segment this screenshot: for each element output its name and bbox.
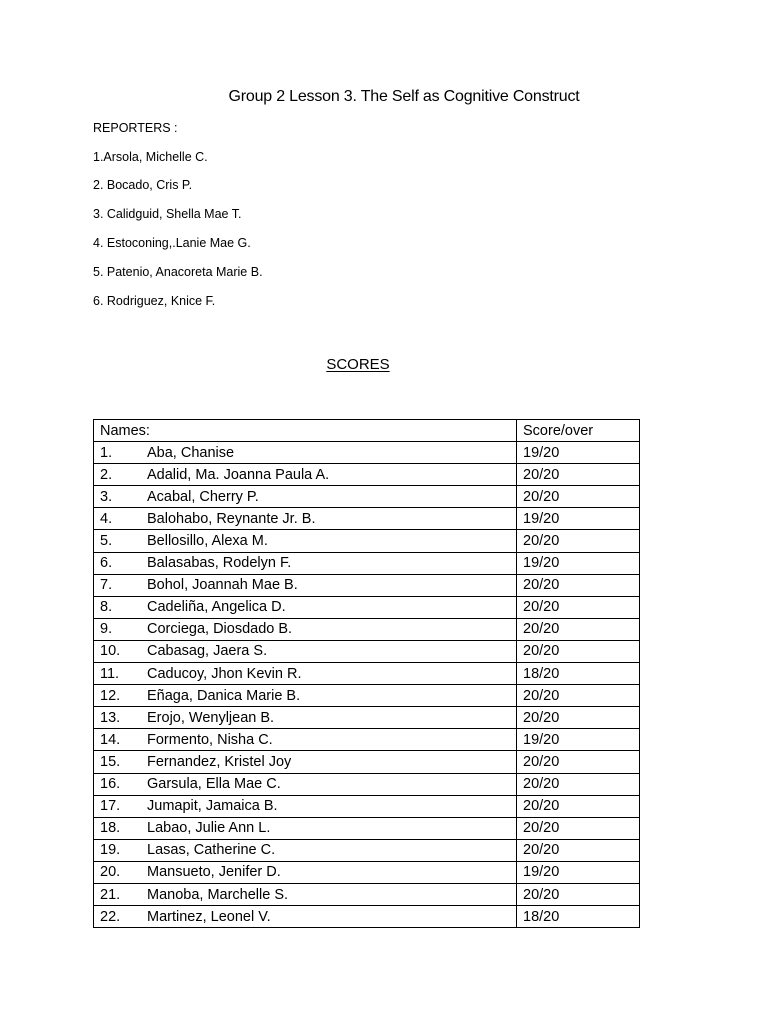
- student-cell: [94, 751, 517, 773]
- score-cell: 20/20: [517, 530, 640, 552]
- score-cell: 20/20: [517, 795, 640, 817]
- score-cell: 20/20: [517, 817, 640, 839]
- table-row: [94, 508, 640, 530]
- student-cell: [94, 618, 517, 640]
- score-cell: 20/20: [517, 640, 640, 662]
- row-number: 14.: [100, 731, 121, 748]
- student-name: Balasabas, Rodelyn F.: [147, 555, 292, 572]
- row-number: 3.: [100, 488, 113, 505]
- table-row: [94, 442, 640, 464]
- row-number: 11.: [100, 665, 120, 682]
- row-number: 20.: [100, 864, 121, 881]
- row-number: 19.: [100, 842, 121, 859]
- row-number: 18.: [100, 820, 121, 837]
- student-name: Mansueto, Jenifer D.: [147, 864, 281, 881]
- student-cell: [94, 795, 517, 817]
- student-name: Martinez, Leonel V.: [147, 908, 271, 925]
- score-cell: 19/20: [517, 729, 640, 751]
- table-header-row: [94, 420, 640, 442]
- row-number: 16.: [100, 776, 121, 793]
- student-cell: [94, 552, 517, 574]
- student-cell: [94, 663, 517, 685]
- reporter-item: 4. Estoconing,.Lanie Mae G.: [93, 236, 251, 250]
- student-name: Adalid, Ma. Joanna Paula A.: [147, 466, 330, 483]
- reporter-item: 2. Bocado, Cris P.: [93, 178, 193, 192]
- table-row: [94, 552, 640, 574]
- table-row: [94, 773, 640, 795]
- student-name: Balohabo, Reynante Jr. B.: [147, 510, 316, 527]
- table-row: [94, 618, 640, 640]
- student-name: Manoba, Marchelle S.: [147, 886, 289, 903]
- score-cell: 20/20: [517, 883, 640, 905]
- row-number: 5.: [100, 533, 113, 550]
- student-cell: [94, 486, 517, 508]
- table-row: [94, 707, 640, 729]
- student-cell: [94, 906, 517, 928]
- score-cell: 20/20: [517, 486, 640, 508]
- student-name: Bohol, Joannah Mae B.: [147, 577, 298, 594]
- row-number: 13.: [100, 709, 121, 726]
- table-row: [94, 817, 640, 839]
- table-row: [94, 596, 640, 618]
- student-cell: [94, 707, 517, 729]
- student-cell: [94, 883, 517, 905]
- names-header: Names:: [94, 420, 517, 442]
- student-cell: [94, 839, 517, 861]
- table-row: [94, 530, 640, 552]
- score-cell: 20/20: [517, 707, 640, 729]
- row-number: 4.: [100, 510, 113, 527]
- score-cell: 20/20: [517, 596, 640, 618]
- student-name: Fernandez, Kristel Joy: [147, 753, 292, 770]
- table-row: [94, 751, 640, 773]
- student-cell: [94, 464, 517, 486]
- row-number: 1.: [100, 444, 113, 461]
- row-number: 17.: [100, 798, 121, 815]
- student-name: Formento, Nisha C.: [147, 731, 273, 748]
- student-name: Lasas, Catherine C.: [147, 842, 276, 859]
- student-cell: [94, 508, 517, 530]
- row-number: 10.: [100, 643, 121, 660]
- student-name: Caducoy, Jhon Kevin R.: [147, 665, 302, 682]
- row-number: 2.: [100, 466, 113, 483]
- reporter-item: 6. Rodriguez, Knice F.: [93, 294, 216, 308]
- score-cell: 19/20: [517, 442, 640, 464]
- student-cell: [94, 861, 517, 883]
- score-cell: 18/20: [517, 663, 640, 685]
- student-name: Labao, Julie Ann L.: [147, 820, 271, 837]
- student-name: Erojo, Wenyljean B.: [147, 709, 275, 726]
- scores-table: [93, 419, 640, 928]
- row-number: 12.: [100, 687, 121, 704]
- student-name: Cadeliña, Angelica D.: [147, 599, 286, 616]
- table-row: [94, 574, 640, 596]
- scores-heading: SCORES: [326, 356, 390, 373]
- row-number: 21.: [100, 886, 121, 903]
- reporter-item: 5. Patenio, Anacoreta Marie B.: [93, 265, 263, 279]
- table-row: [94, 883, 640, 905]
- table-row: [94, 464, 640, 486]
- student-cell: [94, 773, 517, 795]
- table-row: [94, 861, 640, 883]
- student-cell: [94, 640, 517, 662]
- table-row: [94, 486, 640, 508]
- student-cell: [94, 596, 517, 618]
- student-name: Bellosillo, Alexa M.: [147, 533, 268, 550]
- reporters-label: REPORTERS :: [93, 121, 178, 135]
- score-header: Score/over: [517, 420, 640, 442]
- table-row: [94, 640, 640, 662]
- student-cell: [94, 442, 517, 464]
- score-cell: 20/20: [517, 574, 640, 596]
- student-cell: [94, 685, 517, 707]
- score-cell: 18/20: [517, 906, 640, 928]
- table-row: [94, 839, 640, 861]
- score-cell: 20/20: [517, 464, 640, 486]
- student-name: Eñaga, Danica Marie B.: [147, 687, 301, 704]
- student-name: Acabal, Cherry P.: [147, 488, 259, 505]
- table-row: [94, 685, 640, 707]
- score-cell: 19/20: [517, 861, 640, 883]
- table-row: [94, 795, 640, 817]
- student-cell: [94, 530, 517, 552]
- student-name: Cabasag, Jaera S.: [147, 643, 268, 660]
- score-cell: 20/20: [517, 773, 640, 795]
- row-number: 9.: [100, 621, 113, 638]
- table-row: [94, 729, 640, 751]
- score-cell: 20/20: [517, 751, 640, 773]
- score-cell: 20/20: [517, 685, 640, 707]
- student-cell: [94, 574, 517, 596]
- student-cell: [94, 729, 517, 751]
- row-number: 8.: [100, 599, 113, 616]
- student-name: Corciega, Diosdado B.: [147, 621, 293, 638]
- row-number: 6.: [100, 555, 113, 572]
- student-cell: [94, 817, 517, 839]
- score-cell: 19/20: [517, 508, 640, 530]
- student-name: Jumapit, Jamaica B.: [147, 798, 278, 815]
- table-row: [94, 663, 640, 685]
- reporter-item: 3. Calidguid, Shella Mae T.: [93, 207, 242, 221]
- student-name: Aba, Chanise: [147, 444, 235, 461]
- row-number: 7.: [100, 577, 113, 594]
- row-number: 15.: [100, 753, 121, 770]
- score-cell: 19/20: [517, 552, 640, 574]
- score-cell: 20/20: [517, 839, 640, 861]
- reporter-item: 1.Arsola, Michelle C.: [93, 150, 208, 164]
- score-cell: 20/20: [517, 618, 640, 640]
- document-title: Group 2 Lesson 3. The Self as Cognitive Construct: [228, 88, 580, 105]
- table-row: [94, 906, 640, 928]
- row-number: 22.: [100, 908, 121, 925]
- student-name: Garsula, Ella Mae C.: [147, 776, 281, 793]
